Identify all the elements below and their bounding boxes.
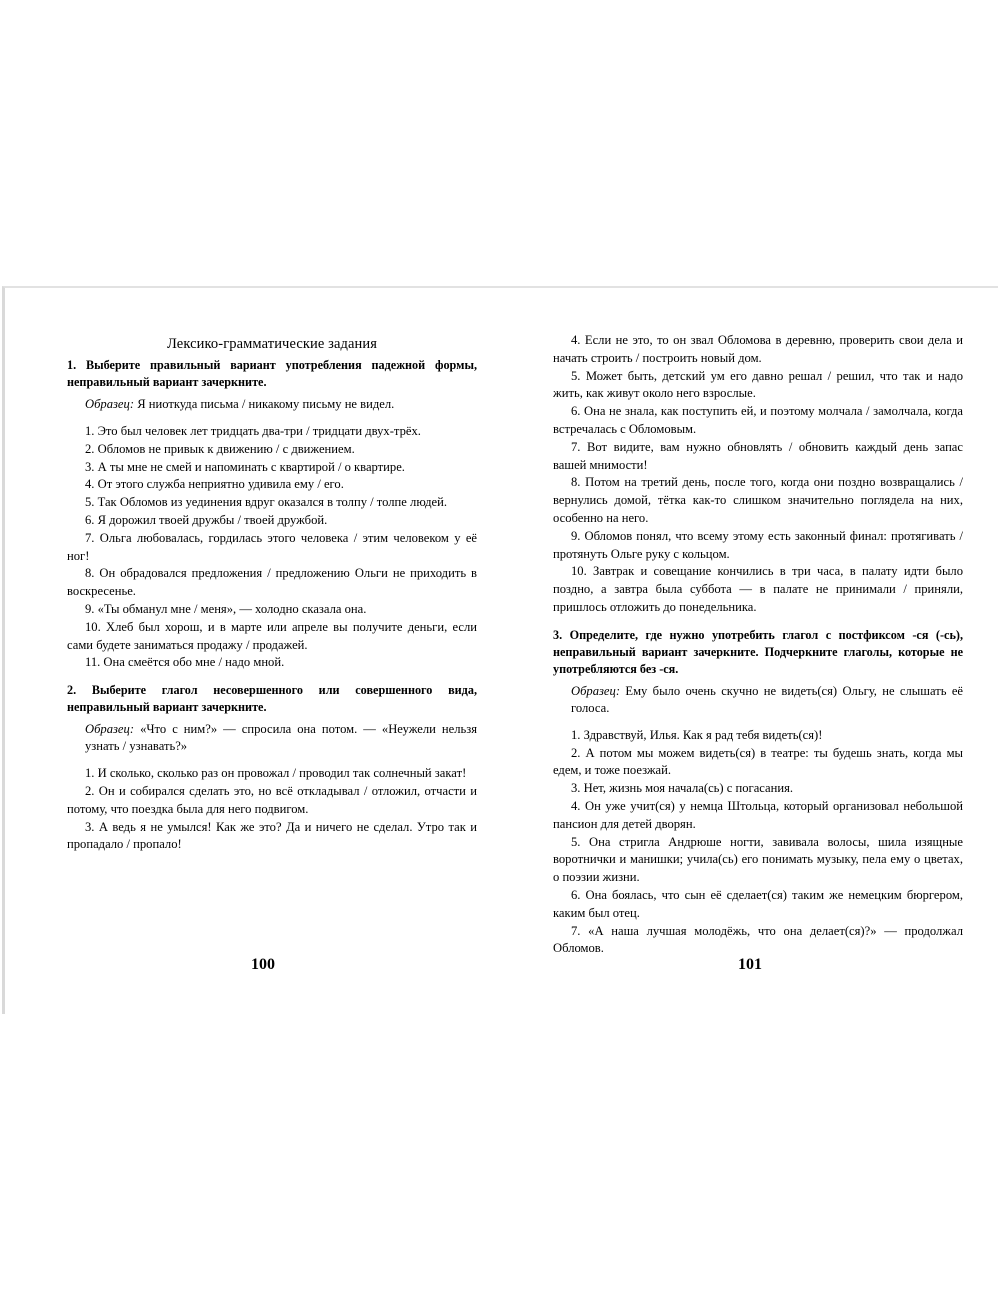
task-2-item: 10. Завтрак и совещание кончились в три часа, в палату идти было поздно, а завтра была суббота — в палате не принимали / приняли, пришлось отложить до понедельника.	[553, 564, 963, 614]
task-3-item: 2. А потом мы можем видеть(ся) в театре: ты будешь знать, когда мы едем, и тоже поезжай.	[553, 745, 963, 778]
task-1-item: 10. Хлеб был хорош, и в марте или апреле вы получите деньги, если сами будете заниматься продажу / продажей.	[67, 619, 477, 652]
task-1-heading: 1. Выберите правильный вариант употребления падежной формы, неправильный вариант зачеркните.	[67, 358, 477, 389]
task-1-item: 9. «Ты обманул мне / меня», — холодно сказала она.	[85, 601, 367, 616]
page-title: Лексико-грамматические задания	[166, 336, 378, 352]
right-page	[553, 332, 963, 958]
task-2-item: 8. Потом на третий день, после того, когда они поздно возвращались / вернулись домой, тётка как-то слишком значительно поглядела на них, особенно на него.	[553, 475, 963, 525]
task-2-item: 2. Он и собирался сделать это, но всё откладывал / отложил, отчасти и потому, что поездка была для него подвигом.	[67, 783, 477, 816]
task-2-item: 3. А ведь я не умылся! Как же это? Да и ничего не сделал. Утро так и пропадало / пропало!	[67, 819, 477, 852]
example-label: Образец:	[85, 722, 135, 737]
page-number-left: 100	[251, 956, 275, 973]
book-spread	[2, 286, 998, 1014]
task-1-item: 1. Это был человек лет тридцать два-три / тридцати двух-трёх.	[85, 424, 421, 438]
example-label: Образец:	[571, 683, 621, 698]
task-2-item: 7. Вот видите, вам нужно обновлять / обновить каждый день запас вашей мнимости!	[553, 439, 963, 472]
task-3-example	[553, 683, 963, 717]
task-3-item: 1. Здравствуй, Илья. Как я рад тебя видеть(ся)!	[571, 727, 823, 742]
task-2-item: 6. Она не знала, как поступить ей, и поэтому молчала / замолчала, когда встречалась с Обломовым.	[553, 404, 963, 436]
task-2-item: 9. Обломов понял, что всему этому есть законный финал: протягивать / протянуть Ольге руку с кольцом.	[553, 528, 963, 561]
task-3-item: 5. Она стригла Андрюше ногти, завивала волосы, шила изящные воротнички и манишки; учила(сь) его понимать музыку, пела ему о цветах, о поэзии жизни.	[553, 834, 963, 885]
task-2-item: 5. Может быть, детский ум его давно решал / решил, что так и надо жить, как живут около него взрослые.	[553, 368, 963, 401]
task-2-example	[67, 721, 477, 755]
task-1-example	[67, 396, 477, 413]
example-text: Я ниоткуда письма / никакому письму не видел.	[137, 397, 395, 411]
task-1-item: 2. Обломов не привык к движению / с движением.	[85, 441, 355, 456]
task-3-item: 6. Она боялась, что сын её сделает(ся) таким же немецким бюргером, каким был отец.	[553, 887, 963, 920]
page-number-right: 101	[738, 956, 762, 973]
example-text: «Что с ним?» — спросила она потом. — «Неужели нельзя узнать / узнавать?»	[85, 722, 477, 754]
left-page	[67, 336, 477, 854]
task-3-heading: 3. Определите, где нужно употребить глагол с постфиксом -ся (-сь), неправильный вариант зачеркните. Подчеркните глаголы, которые не употребляются без -ся.	[553, 627, 963, 676]
task-2-heading: 2. Выберите глагол несовершенного или совершенного вида, неправильный вариант зачеркните.	[67, 683, 477, 715]
task-2-item: 4. Если не это, то он звал Обломова в деревню, проверить свои дела и начать строить / построить новый дом.	[553, 333, 963, 365]
task-1-item: 5. Так Обломов из уединения вдруг оказался в толпу / толпе людей.	[85, 495, 447, 510]
task-2-item: 1. И сколько, сколько раз он провожал / проводил так солнечный закат!	[85, 766, 467, 781]
task-1-item: 3. А ты мне не смей и напоминать с квартирой / о квартире.	[85, 459, 405, 474]
spacer	[553, 617, 963, 625]
task-1-item: 4. От этого служба неприятно удивила ему / его.	[85, 477, 344, 492]
example-label: Образец:	[85, 397, 135, 411]
spacer	[67, 672, 477, 680]
task-1-item: 8. Он обрадовался предложения / предложению Ольги не приходить в воскресенье.	[67, 566, 477, 599]
task-3-item: 4. Он уже учит(ся) у немца Штольца, который организовал небольшой пансион для детей дворян.	[553, 798, 963, 831]
task-1-item: 6. Я дорожил твоей дружбы / твоей дружбой.	[85, 512, 328, 527]
task-3-item: 7. «А наша лучшая молодёжь, что она делает(ся)?» — продолжал Обломов.	[553, 923, 963, 956]
task-3-item: 3. Нет, жизнь моя начала(сь) с погасания.	[571, 781, 794, 796]
task-1-item: 11. Она смеётся обо мне / надо мной.	[85, 655, 285, 670]
task-1-item: 7. Ольга любовалась, гордилась этого человека / этим человеком у её ног!	[67, 530, 477, 563]
example-text: Ему было очень скучно не видеть(ся) Ольгу, не слышать её голоса.	[571, 683, 963, 715]
